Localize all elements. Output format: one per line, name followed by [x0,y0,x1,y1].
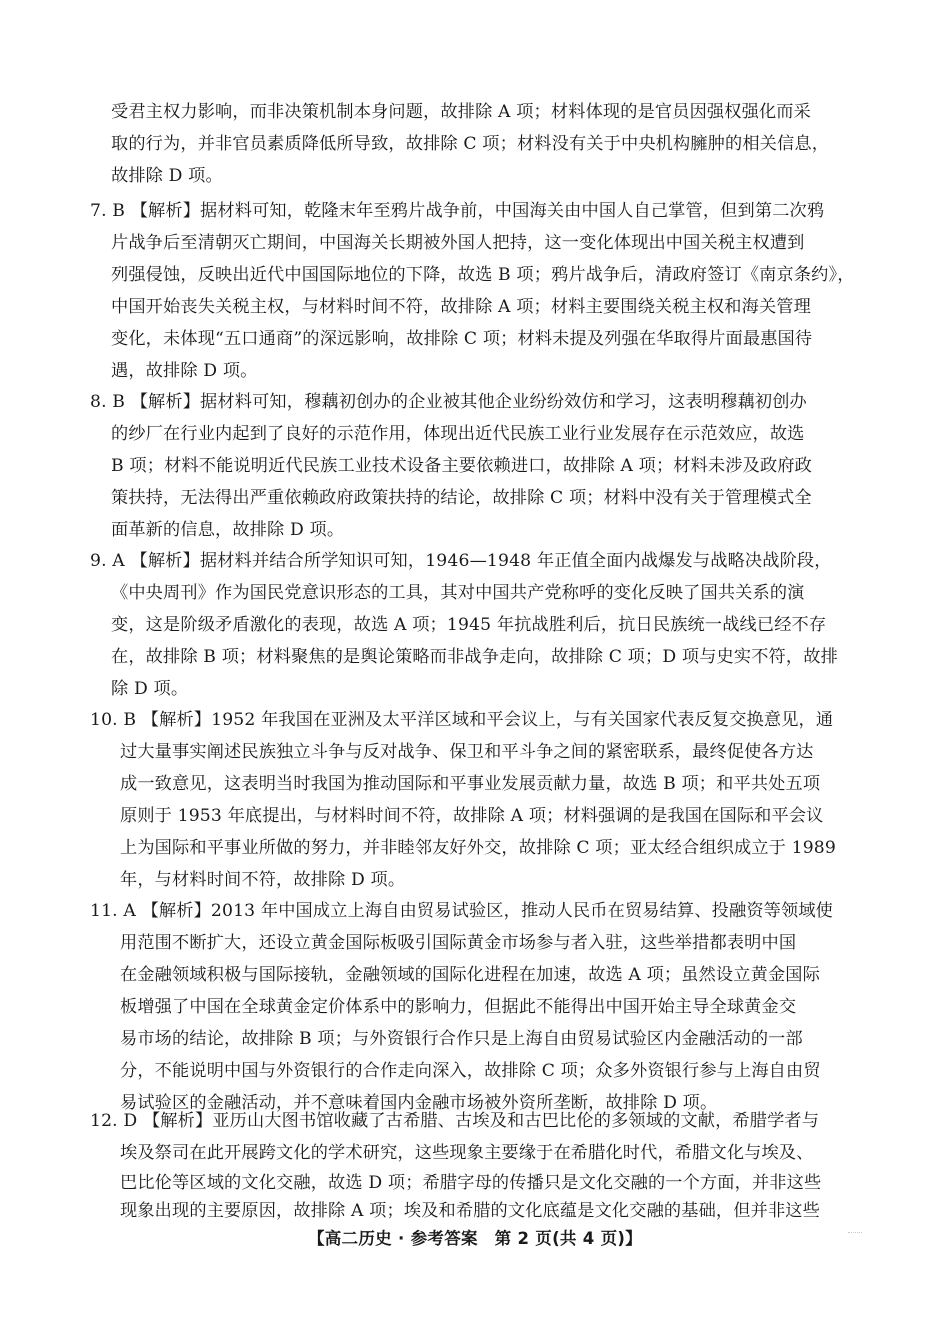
text-line: 巴比伦等区域的文化交融，故选 D 项；希腊字母的传播只是文化交融的一个方面，并非这些 [120,1173,822,1193]
text-line: 原则于 1953 年底提出，与材料时间不符，故排除 A 项；材料强调的是我国在国际和平会议 [120,806,824,826]
text-line: 故排除 D 项。 [111,166,223,186]
text-line: 用范围不断扩大，还设立黄金国际板吸引国际黄金市场参与者入驻，这些举措都表明中国 [120,933,797,953]
text-line: 易试验区的金融活动，并不意味着国内金融市场被外资所垄断，故排除 D 项。 [120,1093,718,1113]
text-line: 的纱厂在行业内起到了良好的示范作用，体现出近代民族工业行业发展存在示范效应，故选 [111,424,805,444]
decorative-mark [848,1229,862,1233]
text-line: 除 D 项。 [111,679,189,699]
text-line: 取的行为，并非官员素质降低所导致，故排除 C 项；材料没有关于中央机构臃肿的相关信息， [111,134,830,154]
text-line: 变化，未体现“五口通商”的深远影响，故排除 C 项；材料未提及列强在华取得片面最惠国待 [111,329,813,349]
text-line: 8. B 【解析】据材料可知，穆藕初创办的企业被其他企业纷纷效仿和学习，这表明穆藕初创办 [90,392,807,412]
text-line: 7. B 【解析】据材料可知，乾隆末年至鸦片战争前，中国海关由中国人自己掌管，但到第二次鸦 [90,201,825,221]
text-line: 受君主权力影响，而非决策机制本身问题，故排除 A 项；材料体现的是官员因强权强化而采 [111,102,811,122]
text-line: 埃及祭司在此开展跨文化的学术研究，这些现象主要缘于在希腊化时代，希腊文化与埃及、 [120,1143,814,1163]
text-line: 11. A 【解析】2013 年中国成立上海自由贸易试验区，推动人民币在贸易结算、投融资等领域使 [90,901,834,921]
text-line: 分，不能说明中国与外资银行的合作走向深入，故排除 C 项；众多外资银行参与上海自由贸 [120,1061,821,1081]
text-line: 上为国际和平事业所做的努力，并非睦邻友好外交，故排除 C 项；亚太经合组织成立于 1989 [120,838,836,858]
text-line: 中国开始丧失关税主权，与材料时间不符，故排除 A 项；材料主要围绕关税主权和海关管理 [111,297,811,317]
text-line: 板增强了中国在全球黄金定价体系中的影响力，但据此不能得出中国开始主导全球黄金交 [120,997,797,1017]
text-line: 年，与材料时间不符，故排除 D 项。 [120,870,406,890]
text-line: 现象出现的主要原因，故排除 A 项；埃及和希腊的文化底蕴是文化交融的基础，但并非这些 [120,1201,820,1221]
text-line: 成一致意见，这表明当时我国为推动国际和平事业发展贡献力量，故选 B 项；和平共处五项 [120,774,821,794]
text-line: 片战争后至清朝灭亡期间，中国海关长期被外国人把持，这一变化体现出中国关税主权遭到 [111,233,805,253]
text-line: 9. A 【解析】据材料并结合所学知识可知，1946—1948 年正值全面内战爆发与战略决战阶段， [90,551,832,571]
text-line: 列强侵蚀，反映出近代中国国际地位的下降，故选 B 项；鸦片战争后，清政府签订《南京条约》， [111,265,855,285]
text-line: 12. D 【解析】亚历山大图书馆收藏了古希腊、古埃及和古巴比伦的多领域的文献，希腊学者与 [90,1111,820,1131]
text-line: 10. B 【解析】1952 年我国在亚洲及太平洋区域和平会议上，与有关国家代表反复交换意见，通 [90,710,834,730]
text-line: B 项；材料不能说明近代民族工业技术设备主要依赖进口，故排除 A 项；材料未涉及政府政 [111,456,813,476]
text-line: 策扶持，无法得出严重依赖政府政策扶持的结论，故排除 C 项；材料中没有关于管理模式全 [111,488,812,508]
page-footer: 【高二历史 · 参考答案 第 2 页(共 4 页)】 [307,1229,643,1248]
text-line: 面革新的信息，故排除 D 项。 [111,520,345,540]
text-line: 在金融领域积极与国际接轨，金融领域的国际化进程在加速，故选 A 项；虽然设立黄金国际 [120,965,820,985]
text-line: 在，故排除 B 项；材料聚焦的是舆论策略而非战争走向，故排除 C 项；D 项与史实不符，故排 [111,647,838,667]
text-line: 变，这是阶级矛盾激化的表现，故选 A 项；1945 年抗战胜利后，抗日民族统一战线已经不存 [111,615,827,635]
text-line: 易市场的结论，故排除 B 项；与外资银行合作只是上海自由贸易试验区内金融活动的一部 [120,1029,803,1049]
text-line: 过大量事实阐述民族独立斗争与反对战争、保卫和平斗争之间的紧密联系，最终促使各方达 [120,742,814,762]
text-line: 遇，故排除 D 项。 [111,361,258,381]
text-line: 《中央周刊》作为国民党意识形态的工具，其对中国共产党称呼的变化反映了国共关系的演 [111,583,805,603]
